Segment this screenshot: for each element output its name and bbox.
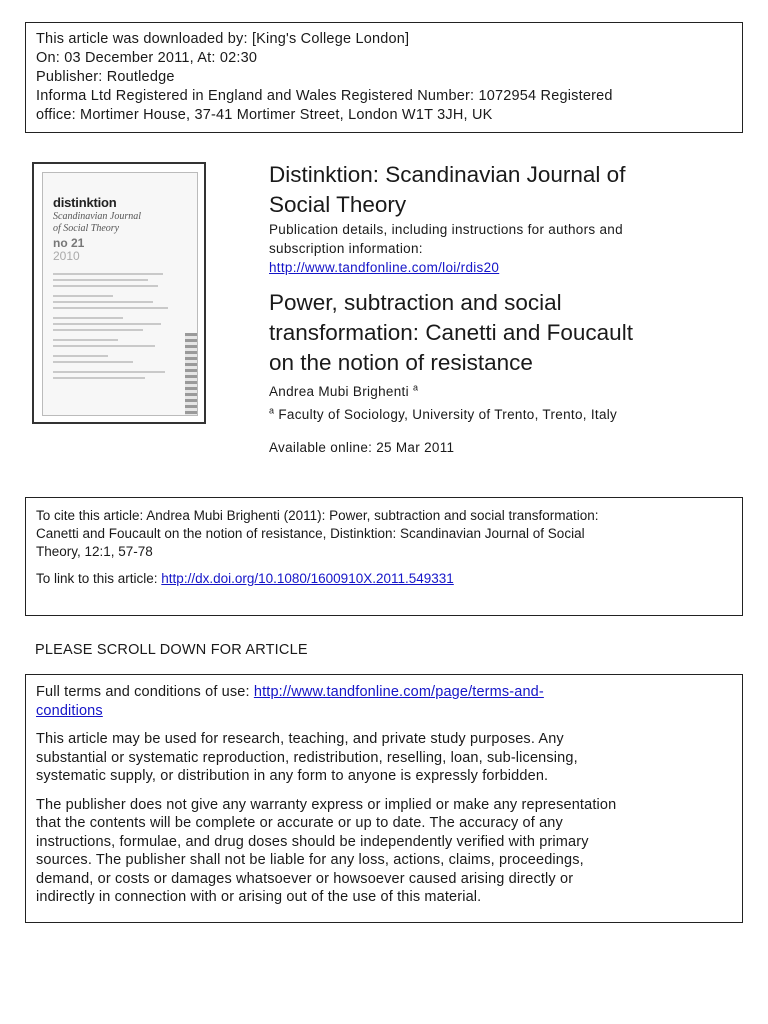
- cover-text-line: [53, 361, 133, 363]
- terms-intro: Full terms and conditions of use:: [36, 684, 254, 700]
- usage-paragraph-line: systematic supply, or distribution in any form to anyone is expressly forbidden.: [36, 768, 549, 784]
- cover-text-line: [53, 317, 123, 319]
- cover-text-line: [53, 345, 155, 347]
- cover-text-line: [53, 355, 108, 357]
- citation-text: Theory, 12:1, 57-78: [36, 544, 153, 559]
- cover-text-line: [53, 339, 118, 341]
- disclaimer-paragraph-line: indirectly in connection with or arising out of the use of this material.: [36, 889, 482, 905]
- disclaimer-paragraph-line: demand, or costs or damages whatsoever or howsoever caused arising directly or: [36, 870, 574, 887]
- citation-text: Canetti and Foucault on the notion of resistance, Distinktion: Scandinavian Journal of Social: [36, 526, 585, 541]
- terms-link-continued-row: [36, 702, 732, 721]
- paragraph-gap: [36, 786, 732, 796]
- journal-url-link[interactable]: http://www.tandfonline.com/loi/rdis20: [269, 260, 500, 275]
- cover-issue: no 21: [53, 236, 85, 250]
- citation-box: [25, 497, 743, 616]
- usage-paragraph-line: substantial or systematic reproduction, redistribution, reselling, loan, sub-licensing,: [36, 749, 578, 766]
- cover-text-line: [53, 307, 168, 309]
- available-online: Available online: 25 Mar 2011: [269, 440, 455, 455]
- affiliation-row: [269, 405, 617, 424]
- cover-text-line: [53, 323, 161, 325]
- cover-text-line: [53, 371, 165, 373]
- cover-year: 2010: [53, 249, 80, 263]
- terms-link-continued[interactable]: conditions: [36, 702, 103, 719]
- disclaimer-paragraph-line: that the contents will be complete or accurate or up to date. The accuracy of any: [36, 815, 563, 831]
- download-date-line: On: 03 December 2011, At: 02:30: [36, 50, 258, 66]
- author-name: Andrea Mubi Brighenti: [269, 384, 409, 399]
- journal-title: Distinktion: Scandinavian Journal of: [269, 162, 626, 187]
- disclaimer-paragraph-line: The publisher does not give any warranty express or implied or make any representation: [36, 796, 617, 813]
- article-title: transformation: Canetti and Foucault: [269, 320, 633, 345]
- terms-link[interactable]: http://www.tandfonline.com/page/terms-and-: [253, 684, 544, 700]
- cover-text-line: [53, 377, 145, 379]
- article-link-label: To link to this article:: [36, 571, 162, 586]
- publication-details: Publication details, including instructions for authors and: [269, 222, 623, 237]
- registration-line: Informa Ltd Registered in England and Wales Registered Number: 1072954 Registered: [36, 88, 613, 104]
- paragraph-gap: [36, 720, 732, 730]
- cover-brand: distinktion: [53, 195, 117, 210]
- disclaimer-paragraph-line: instructions, formulae, and drug doses should be independently verified with primary: [36, 833, 589, 850]
- cover-text-line: [53, 273, 163, 275]
- article-title: on the notion of resistance: [269, 350, 533, 375]
- cover-page: [42, 172, 198, 416]
- article-link-row: [36, 570, 732, 588]
- cover-text-line: [53, 285, 158, 287]
- author-affiliation-marker: a: [412, 382, 419, 393]
- scroll-down-notice: PLEASE SCROLL DOWN FOR ARTICLE: [35, 642, 308, 658]
- cover-text-line: [53, 301, 153, 303]
- download-notice-box: [25, 22, 743, 133]
- download-line: This article was downloaded by: [King's College London]: [36, 31, 410, 47]
- article-title: Power, subtraction and social: [269, 290, 562, 315]
- cover-subtitle: Scandinavian Journal: [53, 211, 142, 222]
- terms-intro-row: [36, 683, 732, 702]
- affiliation-marker: a: [269, 405, 275, 416]
- cover-text-line: [53, 329, 143, 331]
- publisher-line: Publisher: Routledge: [36, 69, 175, 85]
- article-doi-link[interactable]: http://dx.doi.org/10.1080/1600910X.2011.549331: [161, 571, 454, 586]
- cover-barcode-strip: [185, 333, 197, 415]
- journal-title: Social Theory: [269, 192, 407, 217]
- disclaimer-paragraph-line: sources. The publisher shall not be liable for any loss, actions, claims, proceedings,: [36, 852, 584, 868]
- author-row: [269, 382, 418, 401]
- journal-cover-image: [32, 162, 206, 424]
- citation-text: To cite this article: Andrea Mubi Brighenti (2011): Power, subtraction and social transformation:: [36, 508, 599, 523]
- publication-details: subscription information:: [269, 241, 423, 256]
- terms-box: [25, 674, 743, 923]
- journal-url-row: [269, 258, 499, 277]
- cover-text-line: [53, 279, 148, 281]
- usage-paragraph-line: This article may be used for research, teaching, and private study purposes. Any: [36, 731, 564, 747]
- office-line: office: Mortimer House, 37-41 Mortimer Street, London W1T 3JH, UK: [36, 107, 493, 123]
- cover-subtitle: of Social Theory: [53, 223, 120, 234]
- affiliation: Faculty of Sociology, University of Trento, Trento, Italy: [278, 407, 618, 422]
- cover-text-line: [53, 295, 113, 297]
